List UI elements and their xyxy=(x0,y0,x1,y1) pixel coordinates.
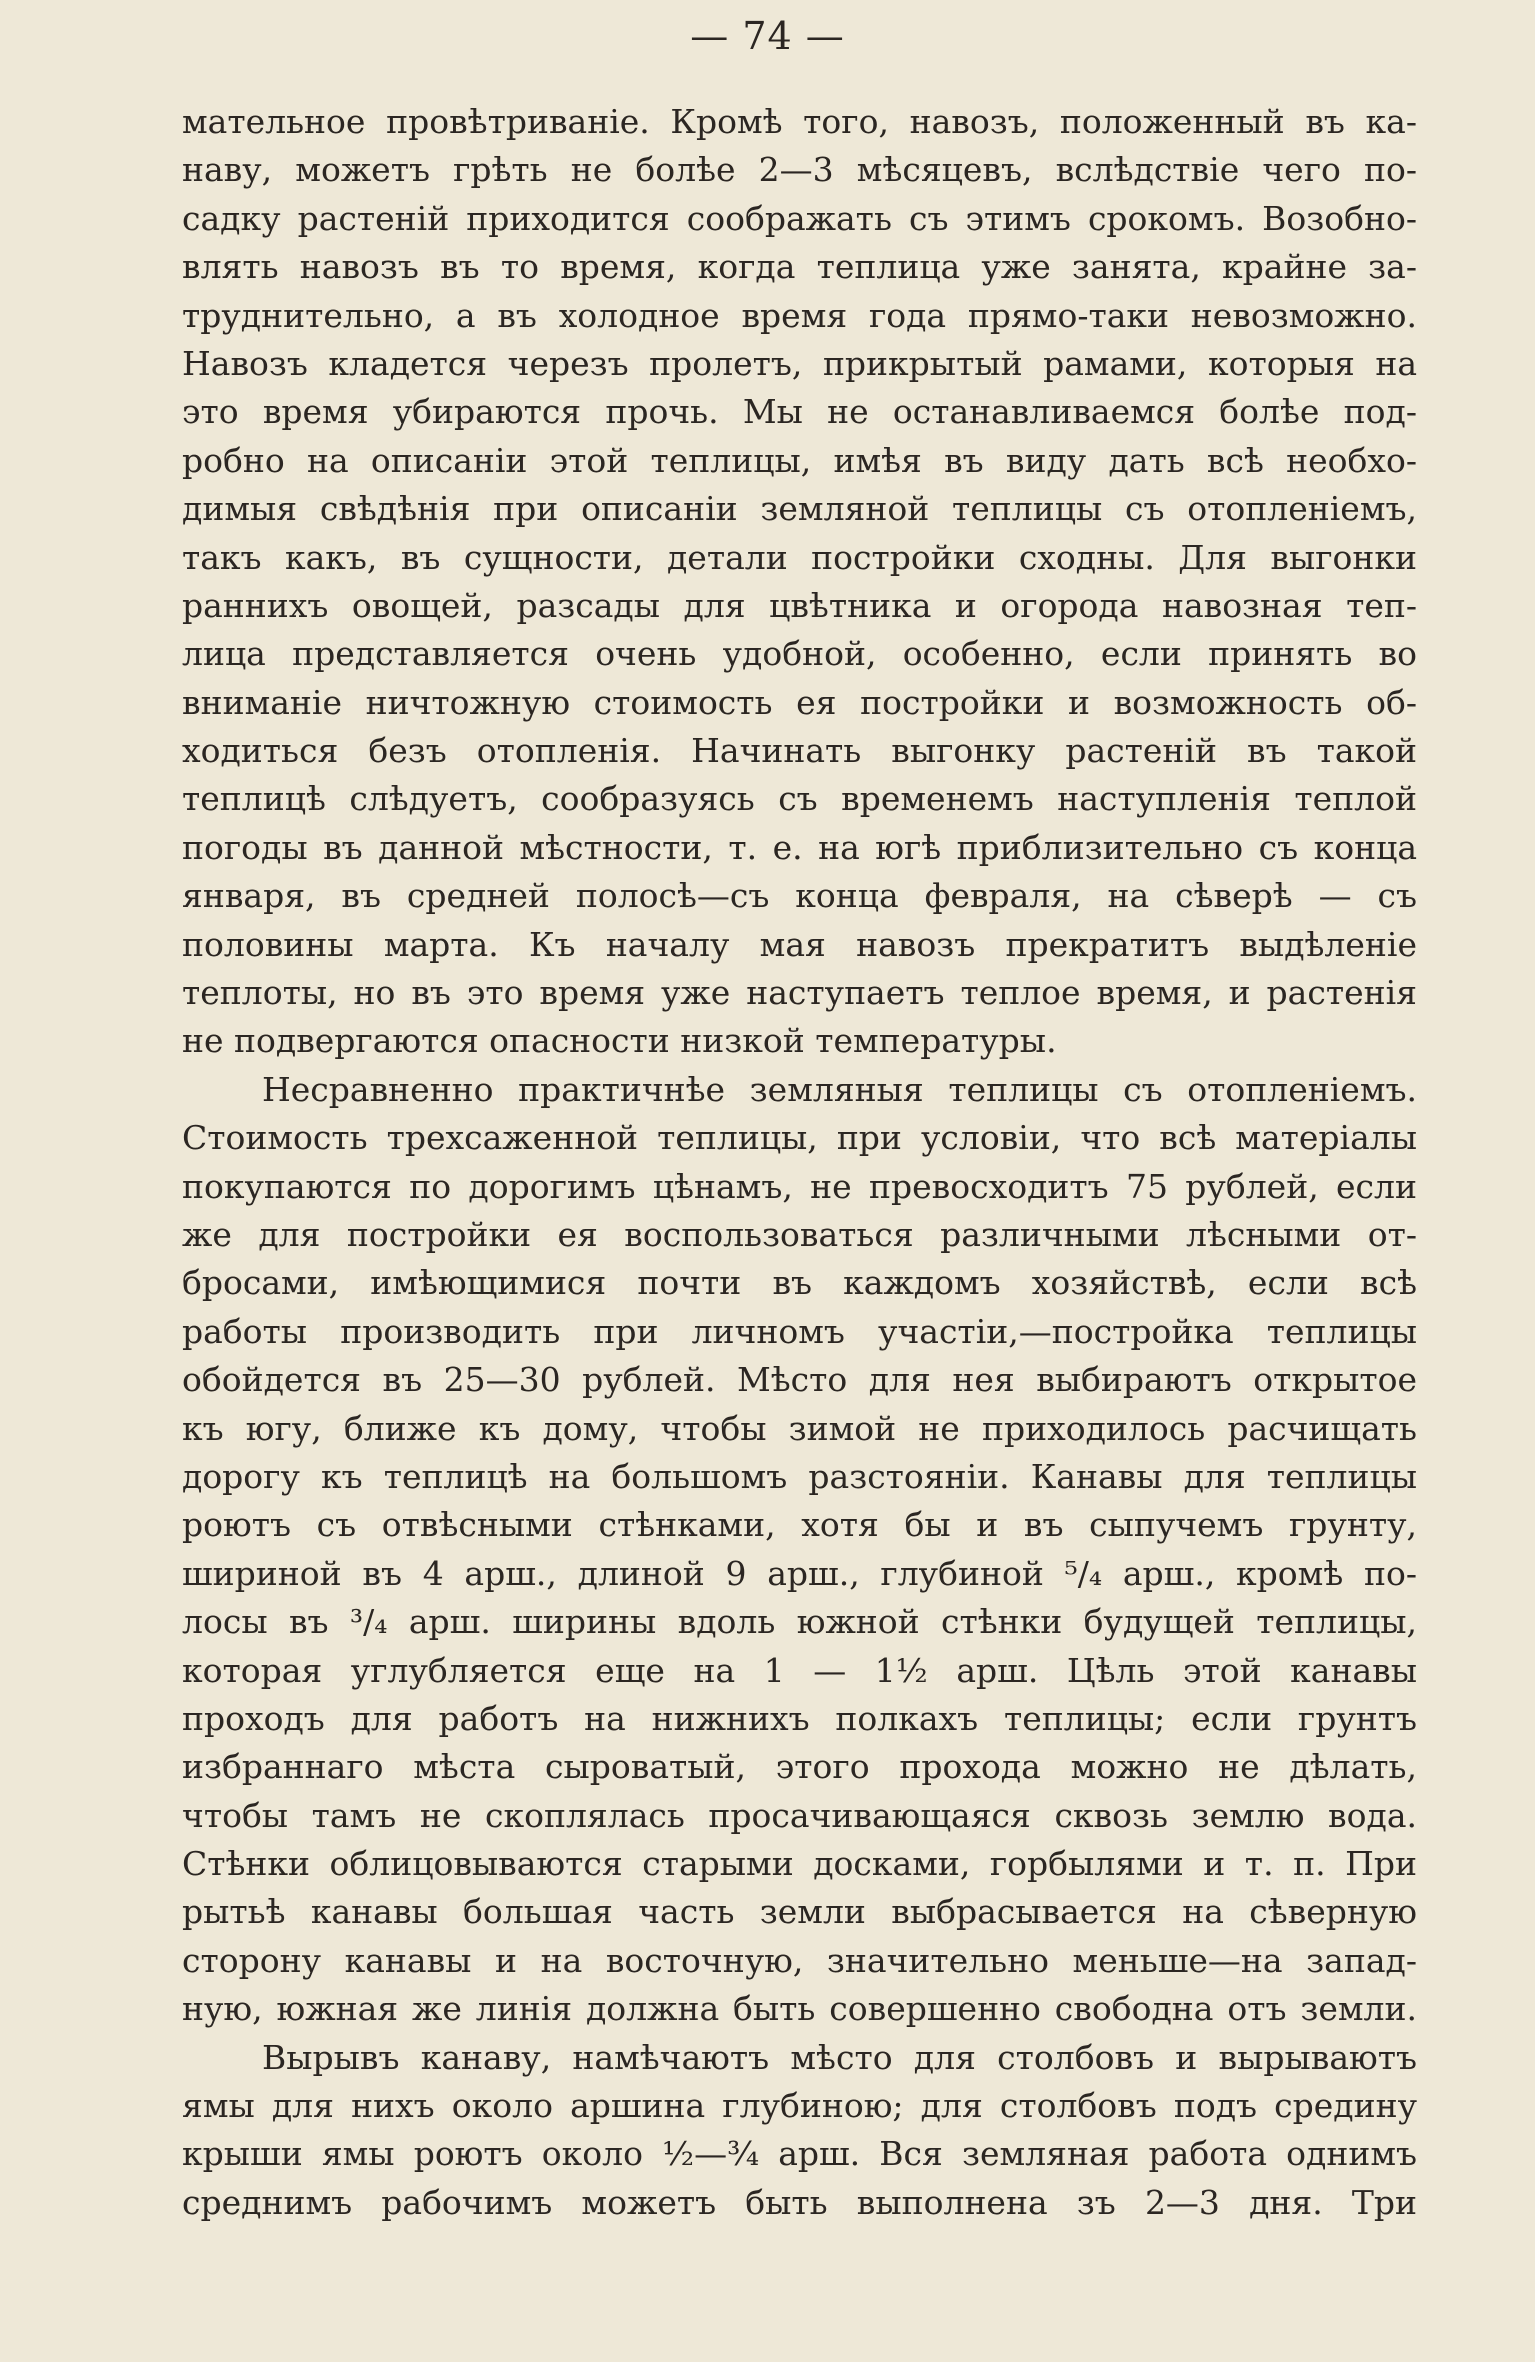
text-line: Стѣнки облицовываются старыми досками, горбылями и т. п. При xyxy=(182,1844,1417,1884)
text-line: такъ какъ, въ сущности, детали постройки сходны. Для выгонки xyxy=(182,537,1417,577)
text-line: теплицѣ слѣдуетъ, сообразуясь съ временемъ наступленія теплой xyxy=(182,779,1417,819)
text-line: къ югу, ближе къ дому, чтобы зимой не приходилось расчищать xyxy=(182,1408,1417,1448)
page-text xyxy=(182,98,1417,2227)
text-line: робно на описаніи этой теплицы, имѣя въ виду дать всѣ необхо- xyxy=(182,440,1417,480)
text-line: рытьѣ канавы большая часть земли выбрасывается на сѣверную xyxy=(182,1892,1417,1932)
text-line: садку растеній приходится соображать съ этимъ срокомъ. Возобно- xyxy=(182,198,1417,238)
text-line: погоды въ данной мѣстности, т. е. на югѣ приблизительно съ конца xyxy=(182,827,1417,867)
text-line: ную, южная же линія должна быть совершенно свободна отъ земли. xyxy=(182,1989,1417,2029)
text-line: лица представляется очень удобной, особенно, если принять во xyxy=(182,634,1417,674)
text-line: Несравненно практичнѣе земляныя теплицы съ отопленіемъ. xyxy=(262,1069,1417,1109)
text-line: бросами, имѣющимися почти въ каждомъ хозяйствѣ, если всѣ xyxy=(182,1263,1417,1303)
paragraph-3 xyxy=(182,2034,1417,2228)
text-line: января, въ средней полосѣ—съ конца февраля, на сѣверѣ — съ xyxy=(182,876,1417,916)
text-line: сторону канавы и на восточную, значительно меньше—на запад- xyxy=(182,1940,1417,1980)
text-line: мательное провѣтриваніе. Кромѣ того, навозъ, положенный въ ка- xyxy=(182,102,1417,141)
text-line: крыши ямы роютъ около ½—¾ арш. Вся земляная работа однимъ xyxy=(182,2134,1417,2174)
text-line: обойдется въ 25—30 рублей. Мѣсто для нея выбираютъ открытое xyxy=(182,1360,1417,1400)
text-line: вниманіе ничтожную стоимость ея постройки и возможность об- xyxy=(182,682,1417,722)
text-line: Вырывъ канаву, намѣчаютъ мѣсто для столбовъ и вырываютъ xyxy=(262,2037,1417,2077)
text-line: теплоты, но въ это время уже наступаетъ теплое время, и растенія xyxy=(182,973,1417,1013)
text-line: же для постройки ея воспользоваться различными лѣсными от- xyxy=(182,1214,1417,1254)
text-line: проходъ для работъ на нижнихъ полкахъ теплицы; если грунтъ xyxy=(182,1698,1417,1738)
text-line: половины марта. Къ началу мая навозъ прекратитъ выдѣленіе xyxy=(182,924,1417,964)
text-line: которая углубляется еще на 1 — 1½ арш. Цѣль этой канавы xyxy=(182,1650,1417,1690)
text-line: наву, можетъ грѣть не болѣе 2—3 мѣсяцевъ, вслѣдствіе чего по- xyxy=(182,150,1417,190)
text-line: влять навозъ въ то время, когда теплица уже занята, крайне за- xyxy=(182,247,1417,287)
text-line: Навозъ кладется черезъ пролетъ, прикрытый рамами, которыя на xyxy=(182,343,1417,383)
text-line: раннихъ овощей, разсады для цвѣтника и огорода навозная теп- xyxy=(182,585,1417,625)
text-line: среднимъ рабочимъ можетъ быть выполнена зъ 2—3 дня. Три xyxy=(182,2182,1417,2222)
text-line: ходиться безъ отопленія. Начинать выгонку растеній въ такой xyxy=(182,731,1417,771)
paragraph-1 xyxy=(182,98,1417,1066)
text-line: димыя свѣдѣнія при описаніи земляной теплицы съ отопленіемъ, xyxy=(182,489,1417,529)
text-line: дорогу къ теплицѣ на большомъ разстояніи. Канавы для теплицы xyxy=(182,1456,1417,1496)
text-line: шириной въ 4 арш., длиной 9 арш., глубиной ⁵/₄ арш., кромѣ по- xyxy=(182,1553,1417,1593)
text-line: не подвергаются опасности низкой температуры. xyxy=(182,1021,1057,1061)
text-line: роютъ съ отвѣсными стѣнками, хотя бы и въ сыпучемъ грунту, xyxy=(182,1505,1417,1545)
text-line: ямы для нихъ около аршина глубиною; для столбовъ подъ средину xyxy=(182,2086,1417,2126)
text-line: чтобы тамъ не скоплялась просачивающаяся сквозь землю вода. xyxy=(182,1795,1417,1835)
page-number: — 74 — xyxy=(690,14,845,58)
text-line: это время убираются прочь. Мы не останавливаемся болѣе под- xyxy=(182,392,1417,432)
text-line: работы производить при личномъ участіи,—постройка теплицы xyxy=(182,1311,1417,1351)
text-line: труднительно, а въ холодное время года прямо-таки невозможно. xyxy=(182,295,1417,335)
text-line: лосы въ ³/₄ арш. ширины вдоль южной стѣнки будущей теплицы, xyxy=(182,1602,1417,1642)
text-line: Стоимость трехсаженной теплицы, при условіи, что всѣ матеріалы xyxy=(182,1118,1417,1158)
text-line: покупаются по дорогимъ цѣнамъ, не превосходитъ 75 рублей, если xyxy=(182,1166,1417,1206)
paragraph-2 xyxy=(182,1066,1417,2034)
text-line: избраннаго мѣста сыроватый, этого прохода можно не дѣлать, xyxy=(182,1747,1417,1787)
